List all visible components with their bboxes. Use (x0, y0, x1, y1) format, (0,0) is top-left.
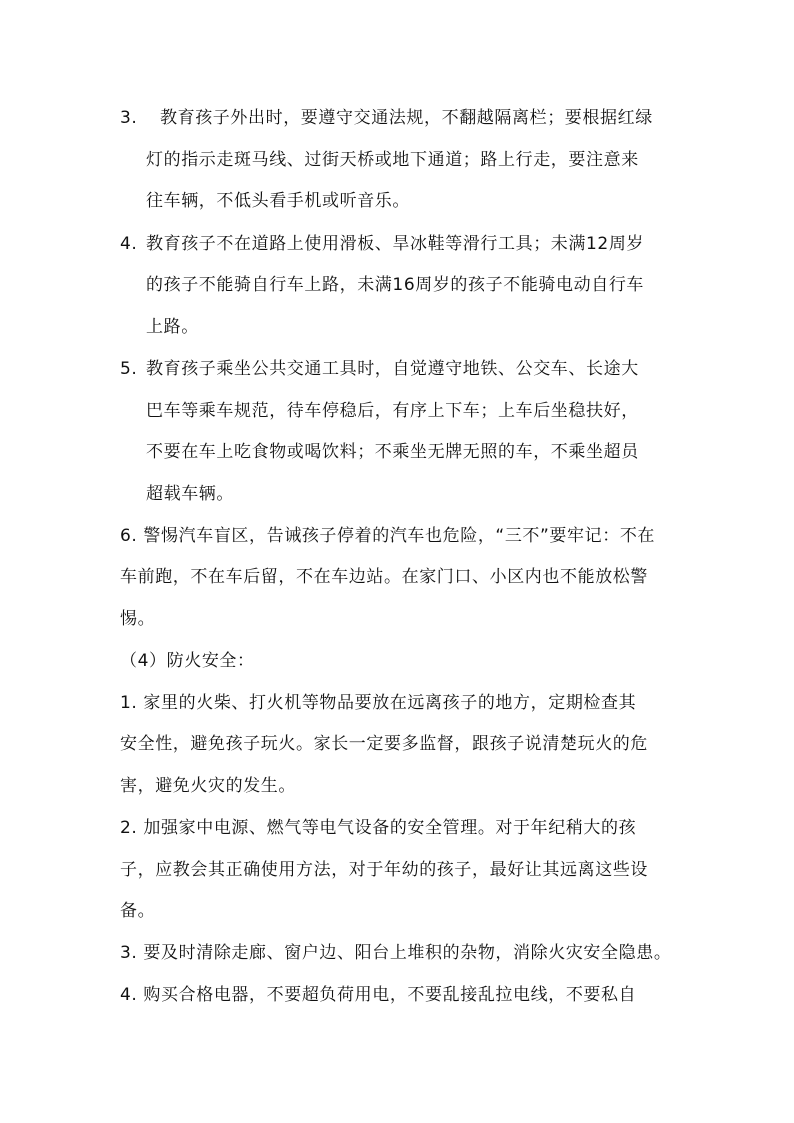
paragraph-line: 的孩子不能骑自行车上路，未满16周岁的孩子不能骑电动自行车 (146, 275, 645, 295)
paragraph-line: 上路。 (146, 317, 199, 337)
item-number: 3. (120, 108, 138, 128)
paragraph-line: 灯的指示走斑马线、过街天桥或地下通道；路上行走，要注意来 (146, 150, 639, 170)
paragraph-line: 2. 加强家中电源、燃气等电气设备的安全管理。对于年纪稍大的孩 (120, 818, 637, 838)
paragraph-line: 惕。 (120, 609, 156, 629)
paragraph-line: 安全性，避免孩子玩火。家长一定要多监督，跟孩子说清楚玩火的危 (120, 734, 648, 754)
paragraph-line: 害，避免火灾的发生。 (120, 776, 296, 796)
paragraph-line: 往车辆，不低头看手机或听音乐。 (146, 191, 410, 211)
item-number: 5. (120, 359, 138, 379)
paragraph-line: 教育孩子外出时，要遵守交通法规，不翻越隔离栏；要根据红绿 (160, 108, 653, 128)
item-number: 4. (120, 234, 138, 254)
paragraph-line: 6. 警惕汽车盲区，告诫孩子停着的汽车也危险，“三不”要牢记：不在 (120, 526, 656, 546)
paragraph-line: 超载车辆。 (146, 484, 234, 504)
paragraph-line: 3. 要及时清除走廊、窗户边、阳台上堆积的杂物，消除火灾安全隐患。 (120, 943, 672, 963)
paragraph-line: 巴车等乘车规范，待车停稳后，有序上下车；上车后坐稳扶好， (146, 401, 639, 421)
paragraph-line: 子，应教会其正确使用方法，对于年幼的孩子，最好让其远离这些设 (120, 860, 648, 880)
paragraph-line: 4. 购买合格电器，不要超负荷用电，不要乱接乱拉电线，不要私自 (120, 985, 637, 1005)
paragraph-line: 车前跑，不在车后留，不在车边站。在家门口、小区内也不能放松警 (120, 567, 648, 587)
paragraph-line: 教育孩子乘坐公共交通工具时，自觉遵守地铁、公交车、长途大 (146, 359, 639, 379)
paragraph-line: 教育孩子不在道路上使用滑板、旱冰鞋等滑行工具；未满12周岁 (146, 234, 645, 254)
paragraph-line: 不要在车上吃食物或喝饮料；不乘坐无牌无照的车，不乘坐超员 (146, 442, 639, 462)
section-heading: （4）防火安全： (120, 651, 255, 671)
paragraph-line: 1. 家里的火柴、打火机等物品要放在远离孩子的地方，定期检查其 (120, 693, 637, 713)
paragraph-line: 备。 (120, 901, 156, 921)
